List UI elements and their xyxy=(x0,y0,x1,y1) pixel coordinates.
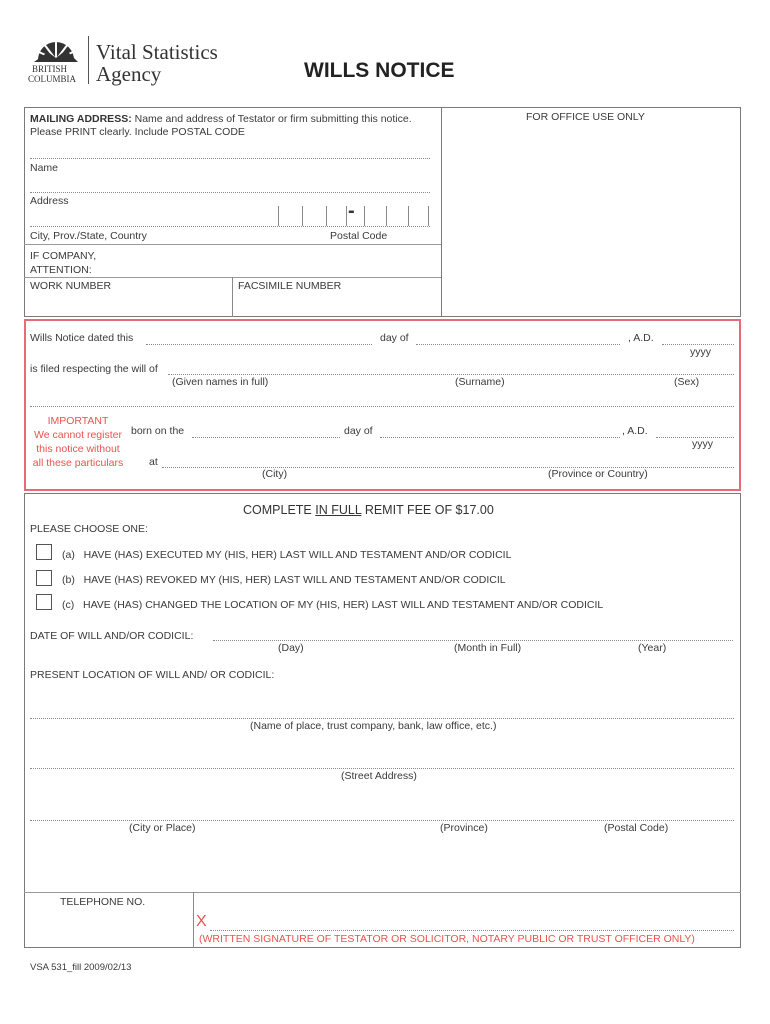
telephone-label: TELEPHONE NO. xyxy=(60,896,146,908)
location-place-field[interactable] xyxy=(30,718,734,719)
date-of-will-field[interactable] xyxy=(213,640,733,641)
province-caption: (Province or Country) xyxy=(548,468,648,480)
city-label: City, Prov./State, Country xyxy=(30,230,147,242)
date-of-will-label: DATE OF WILL AND/OR CODICIL: xyxy=(30,630,194,642)
dated-year-field[interactable] xyxy=(662,344,734,345)
signature-caption: (WRITTEN SIGNATURE OF TESTATOR OR SOLICITOR, NOTARY PUBLIC OR TRUST OFFICER ONLY) xyxy=(199,933,695,945)
sex-caption: (Sex) xyxy=(674,376,700,388)
fax-number-label: FACSIMILE NUMBER xyxy=(238,280,342,292)
place-caption: (Name of place, trust company, bank, law office, etc.) xyxy=(250,720,497,732)
city-caption: (City) xyxy=(262,468,288,480)
at-label: at xyxy=(149,456,158,468)
born-yyyy-label: yyyy xyxy=(692,438,713,450)
mailing-label: MAILING ADDRESS: Name and address of Testator or firm submitting this notice. xyxy=(30,113,412,125)
name-label: Name xyxy=(30,162,59,174)
year-caption: (Year) xyxy=(638,642,667,654)
option-c-label: (c) HAVE (HAS) CHANGED THE LOCATION OF MY (HIS, HER) LAST WILL AND TESTAMENT AND/OR CODICIL xyxy=(62,599,604,611)
dated-day-field[interactable] xyxy=(146,344,372,345)
agency-name-2: Agency xyxy=(96,62,162,86)
sun-mountain-logo-icon xyxy=(28,34,84,64)
if-company-label: IF COMPANY, xyxy=(30,250,97,262)
birth-place-field[interactable] xyxy=(162,467,734,468)
born-label: born on the xyxy=(131,425,185,437)
work-number-label: WORK NUMBER xyxy=(30,280,112,292)
form-code: VSA 531_fill 2009/02/13 xyxy=(30,962,132,973)
address-label: Address xyxy=(30,195,69,207)
important-line-1: We cannot register xyxy=(34,429,122,441)
option-b-checkbox[interactable] xyxy=(36,570,52,586)
page-title: WILLS NOTICE xyxy=(304,59,455,82)
location-street-field[interactable] xyxy=(30,768,734,769)
given-names-caption: (Given names in full) xyxy=(172,376,269,388)
city-place-caption: (City or Place) xyxy=(129,822,196,834)
day-caption: (Day) xyxy=(278,642,304,654)
month-caption: (Month in Full) xyxy=(454,642,522,654)
surname-caption: (Surname) xyxy=(455,376,505,388)
bc-logo xyxy=(28,34,84,84)
option-a-checkbox[interactable] xyxy=(36,544,52,560)
testator-name-field[interactable] xyxy=(168,374,734,375)
notice-box xyxy=(24,319,741,491)
important-line-2: this notice without xyxy=(36,443,120,455)
option-c-checkbox[interactable] xyxy=(36,594,52,610)
present-location-label: PRESENT LOCATION OF WILL AND/ OR CODICIL: xyxy=(30,669,275,681)
street-caption: (Street Address) xyxy=(341,770,417,782)
option-a-label: (a) HAVE (HAS) EXECUTED MY (HIS, HER) LAST WILL AND TESTAMENT AND/OR CODICIL xyxy=(62,549,512,561)
office-use-label: FOR OFFICE USE ONLY xyxy=(526,111,645,123)
born-day-of-label: day of xyxy=(344,425,373,437)
province-caption-2: (Province) xyxy=(440,822,488,834)
office-use-box xyxy=(441,107,741,317)
important-heading: IMPORTANT xyxy=(47,415,109,427)
born-day-field[interactable] xyxy=(192,437,340,438)
agency-name-1: Vital Statistics xyxy=(96,40,218,64)
ad-label: , A.D. xyxy=(628,332,654,344)
postal-code-label: Postal Code xyxy=(330,230,388,242)
dated-label: Wills Notice dated this xyxy=(30,332,134,344)
born-month-field[interactable] xyxy=(380,437,620,438)
born-ad-label: , A.D. xyxy=(622,425,648,437)
important-line-3: all these particulars xyxy=(32,457,124,469)
attention-label: ATTENTION: xyxy=(30,264,92,276)
dated-month-field[interactable] xyxy=(416,344,620,345)
org-line-1: BRITISH xyxy=(32,64,68,74)
signature-field[interactable] xyxy=(210,930,734,931)
org-line-2: COLUMBIA xyxy=(28,74,77,84)
postal-dash: - xyxy=(348,200,355,222)
option-b-label: (b) HAVE (HAS) REVOKED MY (HIS, HER) LAST WILL AND TESTAMENT AND/OR CODICIL xyxy=(62,574,506,586)
filed-label: is filed respecting the will of xyxy=(30,363,158,375)
postal-code-caption: (Postal Code) xyxy=(604,822,669,834)
yyyy-label: yyyy xyxy=(690,346,711,358)
mailing-instruction: Please PRINT clearly. Include POSTAL CODE xyxy=(30,126,245,138)
fee-heading: COMPLETE IN FULL REMIT FEE OF $17.00 xyxy=(243,503,494,517)
day-of-label: day of xyxy=(380,332,409,344)
location-city-field[interactable] xyxy=(30,820,734,821)
postal-code-boxes[interactable] xyxy=(278,200,433,228)
choose-label: PLEASE CHOOSE ONE: xyxy=(30,523,148,535)
signature-x-mark: X xyxy=(196,913,207,930)
name-field[interactable] xyxy=(30,192,430,193)
